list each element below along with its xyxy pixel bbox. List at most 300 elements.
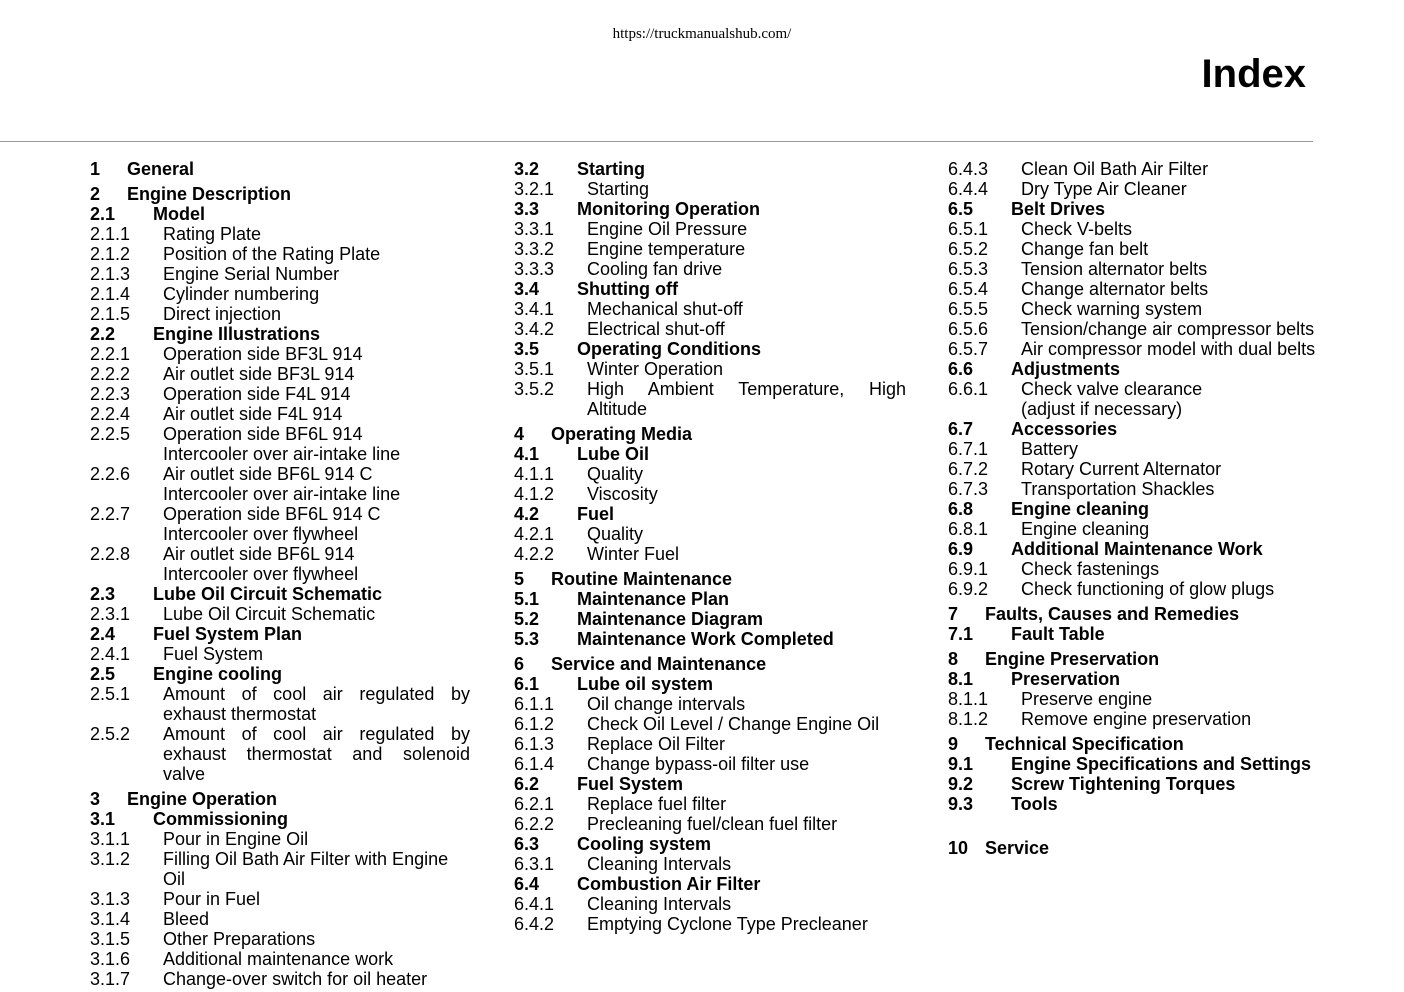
entry-number: 2.2.7 [90, 504, 131, 524]
entry-number: 2.2.4 [90, 404, 131, 424]
entry-number: 8.1.1 [948, 689, 989, 709]
index-entry-subsection [948, 559, 1318, 579]
index-entry-subsection [90, 644, 470, 664]
index-entry-subsection [90, 224, 470, 244]
index-entry-chapter [514, 569, 906, 589]
entry-number: 6.1 [514, 674, 540, 694]
entry-number: 3.1.3 [90, 889, 131, 909]
entry-number: 4.2.2 [514, 544, 555, 564]
entry-title: Starting [587, 179, 650, 199]
index-entry-continuation [90, 484, 470, 504]
entry-number: 6.3 [514, 834, 540, 854]
entry-title: Lube oil system [577, 674, 714, 694]
entry-title: Intercooler over air-intake line [163, 444, 401, 464]
entry-title: Lube Oil [577, 444, 649, 464]
entry-number: 9.3 [948, 794, 974, 814]
index-entry-subsection [514, 219, 906, 239]
entry-number: 6.5.1 [948, 219, 989, 239]
index-entry-subsection [90, 889, 470, 909]
entry-title: Battery [1021, 439, 1079, 459]
index-entry-section [90, 584, 470, 604]
entry-number: 2.2.6 [90, 464, 131, 484]
entry-number: 2.4 [90, 624, 116, 644]
entry-number: 6.7.2 [948, 459, 989, 479]
entry-number: 9.1 [948, 754, 974, 774]
entry-title: Lube Oil Circuit Schematic [153, 584, 383, 604]
entry-title: Intercooler over flywheel [163, 564, 359, 584]
index-entry-subsection [514, 854, 906, 874]
entry-title: Engine cleaning [1011, 499, 1150, 519]
entry-title: Mechanical shut-off [587, 299, 743, 319]
index-entry-subsection [948, 379, 1318, 399]
index-entry-section [948, 419, 1318, 439]
page-title: Index [1201, 52, 1306, 96]
entry-number: 4.1.2 [514, 484, 555, 504]
entry-number: 2.3.1 [90, 604, 131, 624]
entry-title: Electrical shut-off [587, 319, 725, 339]
entry-title: Fault Table [1011, 624, 1105, 644]
entry-title: Engine Operation [127, 789, 278, 809]
entry-number: 9.2 [948, 774, 974, 794]
entry-title: Quality [587, 524, 644, 544]
entry-title: Air outlet side BF6L 914 [163, 544, 355, 564]
entry-number: 3.1.2 [90, 849, 131, 869]
entry-number: 3.3.2 [514, 239, 555, 259]
entry-number: 6.5.6 [948, 319, 989, 339]
entry-number: 6.4.2 [514, 914, 555, 934]
index-entry-subsection [948, 439, 1318, 459]
index-entry-subsection [90, 544, 470, 564]
index-entry-section [514, 199, 906, 219]
index-entry-subsection [90, 504, 470, 524]
index-entry-subsection [90, 364, 470, 384]
entry-number: 4.2 [514, 504, 540, 524]
entry-title: Cooling system [577, 834, 712, 854]
index-entry-subsection [514, 814, 906, 834]
entry-number: 5.1 [514, 589, 540, 609]
index-entry-subsection [90, 264, 470, 284]
index-entry-subsection [514, 524, 906, 544]
entry-title: Check Oil Level / Change Engine Oil [587, 714, 880, 734]
index-entry-subsection [948, 219, 1318, 239]
index-entry-section [514, 674, 906, 694]
entry-number: 3.2.1 [514, 179, 555, 199]
entry-number: 7.1 [948, 624, 974, 644]
entry-title: Bleed [163, 909, 210, 929]
entry-title: Engine temperature [587, 239, 746, 259]
index-entry-section [90, 664, 470, 684]
entry-title: Engine cooling [153, 664, 282, 684]
entry-title: Tension/change air compressor belts [1021, 319, 1315, 339]
index-entry-section [514, 834, 906, 854]
entry-title: Fuel System Plan [153, 624, 303, 644]
entry-title: Air outlet side BF3L 914 [163, 364, 355, 384]
entry-number: 6.2.2 [514, 814, 555, 834]
index-entry-subsection [514, 259, 906, 279]
entry-number: 6.1.1 [514, 694, 555, 714]
entry-title: Pour in Fuel [163, 889, 261, 909]
entry-number: 3.5.2 [514, 379, 555, 399]
index-entry-subsection [514, 179, 906, 199]
index-entry-chapter [514, 424, 906, 444]
entry-title: Technical Specification [985, 734, 1184, 754]
entry-title: Monitoring Operation [577, 199, 760, 219]
entry-number: 3.1.1 [90, 829, 131, 849]
entry-title: Engine cleaning [1021, 519, 1150, 539]
entry-title: Remove engine preservation [1021, 709, 1252, 729]
entry-title: Service [985, 838, 1050, 858]
index-entry-chapter [948, 604, 1318, 624]
entry-title: Starting [577, 159, 646, 179]
entry-title: Fuel System [163, 644, 264, 664]
entry-title: Shutting off [577, 279, 678, 299]
entry-title: Oil change intervals [587, 694, 746, 714]
index-entry-subsection [90, 909, 470, 929]
index-entry-section [948, 754, 1318, 774]
entry-title: Engine Oil Pressure [587, 219, 748, 239]
index-entry-section [90, 809, 470, 829]
entry-title: Additional maintenance work [163, 949, 394, 969]
index-entry-chapter [948, 734, 1318, 754]
entry-number: 6.6.1 [948, 379, 989, 399]
entry-number: 6.5.7 [948, 339, 989, 359]
entry-title: Maintenance Work Completed [577, 629, 834, 649]
entry-title: Operation side BF6L 914 [163, 424, 363, 444]
entry-number: 2.3 [90, 584, 116, 604]
index-entry-section [948, 199, 1318, 219]
entry-title: Cylinder numbering [163, 284, 320, 304]
entry-title: Check valve clearance [1021, 379, 1203, 399]
entry-number [90, 564, 163, 584]
entry-number: 8.1.2 [948, 709, 989, 729]
index-entry-subsection [514, 914, 906, 934]
entry-title: Operation side F4L 914 [163, 384, 351, 404]
index-entry-section [90, 624, 470, 644]
entry-number: 2.2.1 [90, 344, 131, 364]
entry-number: 2.2.3 [90, 384, 131, 404]
index-entry-subsection [514, 299, 906, 319]
index-entry-subsection [90, 464, 470, 484]
entry-title: Operating Media [551, 424, 693, 444]
index-entry-subsection [514, 894, 906, 914]
entry-title: Tools [1011, 794, 1058, 814]
entry-number: 2.2.2 [90, 364, 131, 384]
entry-number [90, 444, 163, 464]
entry-number: 2.1.1 [90, 224, 131, 244]
entry-title: Replace fuel filter [587, 794, 727, 814]
index-entry-section [90, 204, 470, 224]
entry-number: 6.5.5 [948, 299, 989, 319]
entry-title: Air compressor model with dual belts [1021, 339, 1316, 359]
entry-number: 5 [514, 569, 525, 589]
index-entry-subsection [948, 519, 1318, 539]
entry-number: 2.1.3 [90, 264, 131, 284]
entry-number: 2.2 [90, 324, 116, 344]
index-entry-subsection [90, 929, 470, 949]
entry-number: 6.4.1 [514, 894, 555, 914]
entry-number: 2 [90, 184, 101, 204]
entry-title: Engine Description [127, 184, 292, 204]
index-column-3 [948, 159, 1318, 858]
entry-title: Change fan belt [1021, 239, 1149, 259]
entry-title: Direct injection [163, 304, 282, 324]
entry-number: 6.4.4 [948, 179, 989, 199]
entry-title: General [127, 159, 195, 179]
index-entry-subsection [90, 684, 470, 724]
entry-title: Faults, Causes and Remedies [985, 604, 1240, 624]
entry-title: Intercooler over flywheel [163, 524, 359, 544]
entry-number: 2.4.1 [90, 644, 131, 664]
index-entry-subsection [514, 544, 906, 564]
entry-title: Fuel [577, 504, 615, 524]
entry-number: 3.3 [514, 199, 540, 219]
entry-number: 6.4 [514, 874, 540, 894]
index-entry-subsection [90, 244, 470, 264]
entry-title: Engine Illustrations [153, 324, 321, 344]
entry-title: Precleaning fuel/clean fuel filter [587, 814, 838, 834]
index-entry-section [948, 794, 1318, 814]
entry-number: 6.1.2 [514, 714, 555, 734]
entry-title: Operating Conditions [577, 339, 761, 359]
entry-number: 2.2.8 [90, 544, 131, 564]
entry-title: Cooling fan drive [587, 259, 723, 279]
entry-number: 2.1.4 [90, 284, 131, 304]
entry-title: High Ambient Temperature, High Altitude [587, 379, 906, 419]
index-entry-subsection [514, 714, 906, 734]
index-entry-subsection [948, 259, 1318, 279]
entry-number: 6.8.1 [948, 519, 989, 539]
index-entry-subsection [90, 384, 470, 404]
entry-number: 5.3 [514, 629, 540, 649]
entry-number: 3.1.6 [90, 949, 131, 969]
entry-title: Tension alternator belts [1021, 259, 1208, 279]
entry-number: 7 [948, 604, 959, 624]
index-entry-subsection [90, 829, 470, 849]
entry-number: 4.2.1 [514, 524, 555, 544]
index-entry-chapter [90, 184, 470, 204]
entry-number: 3.3.3 [514, 259, 555, 279]
index-entry-continuation [90, 444, 470, 464]
index-entry-subsection [90, 724, 470, 784]
entry-title: Other Preparations [163, 929, 316, 949]
index-entry-chapter [90, 159, 470, 179]
index-entry-subsection [514, 379, 906, 419]
index-entry-section [514, 279, 906, 299]
entry-title: Engine Preservation [985, 649, 1160, 669]
entry-title: Service and Maintenance [551, 654, 767, 674]
index-entry-subsection [90, 344, 470, 364]
index-entry-section [514, 159, 906, 179]
entry-number: 6.5.3 [948, 259, 989, 279]
entry-number: 3.1.7 [90, 969, 131, 989]
index-entry-section [514, 874, 906, 894]
index-entry-subsection [514, 239, 906, 259]
entry-number: 6.5.4 [948, 279, 989, 299]
entry-number: 2.1.2 [90, 244, 131, 264]
entry-number: 5.2 [514, 609, 540, 629]
index-entry-subsection [948, 459, 1318, 479]
entry-number: 6.7.3 [948, 479, 989, 499]
entry-title: Change-over switch for oil heater [163, 969, 428, 989]
entry-title: Additional Maintenance Work [1011, 539, 1263, 559]
entry-number: 2.1.5 [90, 304, 131, 324]
index-entry-section [948, 539, 1318, 559]
entry-title: Belt Drives [1011, 199, 1106, 219]
entry-number: 6.2 [514, 774, 540, 794]
index-entry-chapter [948, 649, 1318, 669]
entry-number: 3.3.1 [514, 219, 555, 239]
entry-title: Combustion Air Filter [577, 874, 761, 894]
index-entry-subsection [948, 479, 1318, 499]
entry-title: Cleaning Intervals [587, 894, 732, 914]
entry-title: Transportation Shackles [1021, 479, 1215, 499]
entry-number: 3.1 [90, 809, 116, 829]
index-entry-subsection [90, 404, 470, 424]
entry-title: Amount of cool air regulated by exhaust thermostat [163, 684, 470, 724]
entry-title: Engine Serial Number [163, 264, 340, 284]
index-entry-subsection [948, 689, 1318, 709]
index-entry-section [948, 774, 1318, 794]
entry-number: 4 [514, 424, 525, 444]
entry-number: 4.1.1 [514, 464, 555, 484]
entry-number: 3.5.1 [514, 359, 555, 379]
entry-title: Routine Maintenance [551, 569, 733, 589]
index-entry-section [948, 499, 1318, 519]
entry-title: Adjustments [1011, 359, 1121, 379]
index-entry-subsection [514, 754, 906, 774]
entry-title: Dry Type Air Cleaner [1021, 179, 1187, 199]
entry-title: Check warning system [1021, 299, 1203, 319]
index-entry-subsection [948, 179, 1318, 199]
entry-title: Filling Oil Bath Air Filter with Engine Oil [163, 849, 449, 889]
entry-title: Check functioning of glow plugs [1021, 579, 1275, 599]
index-entry-section [948, 359, 1318, 379]
index-entry-subsection [90, 969, 470, 989]
index-entry-section [948, 669, 1318, 689]
entry-title: Engine Specifications and Settings [1011, 754, 1312, 774]
index-entry-subsection [948, 579, 1318, 599]
entry-number: 3.1.4 [90, 909, 131, 929]
entry-title: Maintenance Diagram [577, 609, 764, 629]
index-entry-chapter [90, 789, 470, 809]
entry-number: 3 [90, 789, 101, 809]
index-entry-subsection [514, 464, 906, 484]
index-entry-continuation [948, 399, 1318, 419]
entry-title: Operation side BF3L 914 [163, 344, 363, 364]
entry-number: 3.4.2 [514, 319, 555, 339]
entry-title: Emptying Cyclone Type Precleaner [587, 914, 868, 934]
entry-title: Quality [587, 464, 644, 484]
entry-number: 2.5 [90, 664, 116, 684]
entry-number: 6.9.2 [948, 579, 989, 599]
index-entry-subsection [948, 159, 1318, 179]
index-entry-subsection [948, 299, 1318, 319]
entry-title: Rating Plate [163, 224, 262, 244]
entry-title: Model [153, 204, 205, 224]
entry-title: Amount of cool air regulated by exhaust thermostat and solenoid valve [163, 724, 470, 784]
entry-title: Accessories [1011, 419, 1118, 439]
index-entry-section [514, 774, 906, 794]
index-entry-subsection [90, 849, 470, 889]
entry-number: 6.2.1 [514, 794, 555, 814]
entry-title: Commissioning [153, 809, 289, 829]
entry-title: Replace Oil Filter [587, 734, 726, 754]
header-divider [0, 141, 1313, 142]
entry-number: 6.7.1 [948, 439, 989, 459]
entry-title: Pour in Engine Oil [163, 829, 309, 849]
index-entry-subsection [90, 949, 470, 969]
entry-number [90, 484, 163, 504]
entry-number: 6 [514, 654, 525, 674]
entry-title: Clean Oil Bath Air Filter [1021, 159, 1209, 179]
entry-title: Fuel System [577, 774, 684, 794]
entry-number: 2.1 [90, 204, 116, 224]
index-entry-section [514, 339, 906, 359]
entry-title: Winter Fuel [587, 544, 680, 564]
entry-number: 6.1.3 [514, 734, 555, 754]
entry-title: Intercooler over air-intake line [163, 484, 401, 504]
index-entry-subsection [514, 694, 906, 714]
entry-title: Cleaning Intervals [587, 854, 732, 874]
index-column-1 [90, 159, 470, 989]
entry-title: Check V-belts [1021, 219, 1133, 239]
index-entry-subsection [948, 279, 1318, 299]
index-entry-section [514, 444, 906, 464]
entry-title: Preservation [1011, 669, 1121, 689]
index-entry-section [90, 324, 470, 344]
index-entry-subsection [514, 319, 906, 339]
entry-number: 6.3.1 [514, 854, 555, 874]
entry-title: Change bypass-oil filter use [587, 754, 810, 774]
entry-title: Position of the Rating Plate [163, 244, 381, 264]
entry-number: 4.1 [514, 444, 540, 464]
index-column-2 [514, 159, 906, 934]
entry-number: 8.1 [948, 669, 974, 689]
entry-number: 6.5 [948, 199, 974, 219]
index-entry-subsection [514, 359, 906, 379]
entry-title: Rotary Current Alternator [1021, 459, 1222, 479]
entry-number: 6.6 [948, 359, 974, 379]
entry-title: Check fastenings [1021, 559, 1160, 579]
index-entry-continuation [90, 564, 470, 584]
index-entry-subsection [90, 424, 470, 444]
entry-title: Lube Oil Circuit Schematic [163, 604, 376, 624]
entry-number [90, 524, 163, 544]
index-entry-section [514, 609, 906, 629]
index-entry-subsection [514, 794, 906, 814]
entry-number: 6.5.2 [948, 239, 989, 259]
entry-number: 3.4 [514, 279, 540, 299]
entry-number: 6.1.4 [514, 754, 555, 774]
entry-number [948, 399, 1021, 419]
entry-number: 3.1.5 [90, 929, 131, 949]
index-entry-chapter [948, 838, 1318, 858]
entry-number: 8 [948, 649, 959, 669]
entry-title: Air outlet side BF6L 914 C [163, 464, 373, 484]
entry-number: 1 [90, 159, 101, 179]
index-entry-subsection [90, 284, 470, 304]
entry-title: Air outlet side F4L 914 [163, 404, 343, 424]
entry-title: Preserve engine [1021, 689, 1153, 709]
entry-title: Viscosity [587, 484, 658, 504]
entry-title: Maintenance Plan [577, 589, 730, 609]
index-entry-subsection [948, 319, 1318, 339]
entry-number: 2.5.2 [90, 724, 131, 744]
index-entry-subsection [948, 239, 1318, 259]
entry-number: 3.2 [514, 159, 540, 179]
entry-number: 6.9 [948, 539, 974, 559]
entry-number: 2.2.5 [90, 424, 131, 444]
